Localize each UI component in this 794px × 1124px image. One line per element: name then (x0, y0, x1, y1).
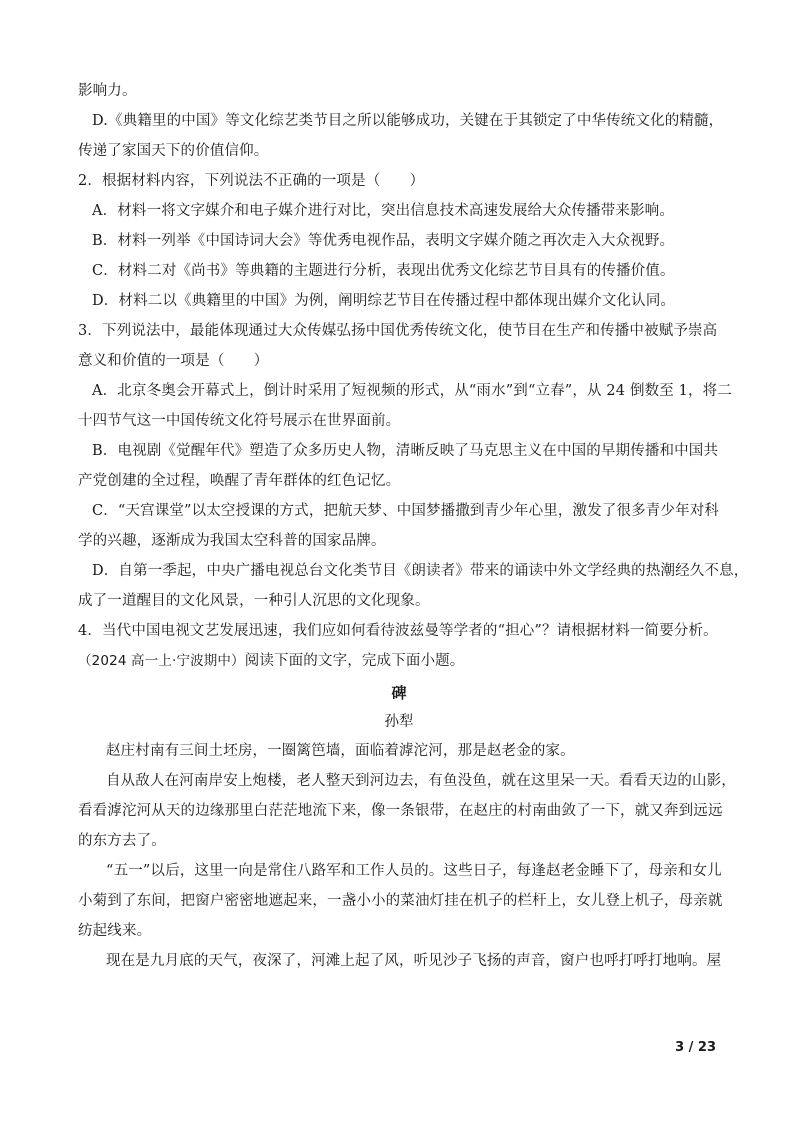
paragraph-1: 赵庄村南有三间土坯房，一圈篱笆墙，面临着滹沱河，那是赵老金的家。 (106, 743, 575, 759)
paragraph-4: 现在是九月底的天气，夜深了，河滩上起了风，听见沙子飞扬的声音，窗户也呼打呼打地响。屋 (106, 953, 722, 969)
question-3-option-b: 产党创建的全过程，唤醒了青年群体的红色记忆。 (78, 473, 401, 489)
paragraph-3: 小菊到了东间，把窗户密密地遮起来，一盏小小的菜油灯挂在机子的栏杆上，女儿登上机子，母亲就 (78, 893, 723, 909)
option-d-line: 传递了家国天下的价值信仰。 (78, 143, 269, 159)
text-line: 影响力。 (78, 83, 137, 99)
question-3-option-c: C．“天宫课堂”以太空授课的方式，把航天梦、中国梦播撒到青少年心里，激发了很多青少年对科 (92, 503, 720, 519)
question-3-option-d: 成了一道醒目的文化风景，一种引人沉思的文化现象。 (78, 593, 430, 609)
question-3-stem: 意义和价值的一项是（ ） (78, 353, 269, 369)
paragraph-3: 纺起线来。 (78, 923, 152, 939)
question-4-stem: 4．当代中国电视文艺发展迅速，我们应如何看待波兹曼等学者的“担心”？请根据材料一简要分析。 (78, 623, 718, 639)
page-content (78, 76, 749, 976)
paragraph-3: “五一”以后，这里一向是常住八路军和工作人员的。这些日子，每逢赵老金睡下了，母亲和女儿 (106, 863, 722, 879)
question-3-option-d: D．自第一季起，中央广播电视总台文化类节目《朗读者》带来的诵读中外文学经典的热潮经久不息， (92, 563, 749, 579)
reading-instruction: 阅读下面的文字，完成下面小题。 (244, 653, 465, 669)
question-3-stem: 3．下列说法中，最能体现通过大众传媒弘扬中国优秀传统文化，使节目在生产和传播中被赋予崇高 (78, 323, 718, 339)
question-2-option-a: A．材料一将文字媒介和电子媒介进行对比，突出信息技术高速发展给大众传播带来影响。 (92, 203, 674, 219)
question-2-stem: 2．根据材料内容，下列说法不正确的一项是（ ） (78, 173, 425, 189)
reading-intro (78, 646, 720, 676)
essay-title: 碑 (391, 684, 407, 702)
question-3-option-b: B．电视剧《觉醒年代》塑造了众多历史人物，清晰反映了马克思主义在中国的早期传播和中国共 (92, 443, 719, 459)
essay-author: 孙犁 (384, 714, 414, 730)
paragraph-2: 看看滹沱河从天的边缘那里白茫茫地流下来，像一条银带，在赵庄的村南曲敛了一下，就又奔到远远 (78, 803, 723, 819)
question-3-option-a: 十四节气这一中国传统文化符号展示在世界面前。 (78, 413, 401, 429)
paragraph-2: 的东方去了。 (78, 833, 166, 849)
question-2-option-d: D．材料二以《典籍里的中国》为例，阐明综艺节目在传播过程中都体现出媒介文化认同。 (92, 293, 676, 309)
option-d-line: D.《典籍里的中国》等文化综艺类节目之所以能够成功，关键在于其锁定了中华传统文化的精髓， (92, 113, 724, 129)
question-3-option-c: 学的兴趣，逐渐成为我国太空科普的国家品牌。 (78, 533, 386, 549)
reading-source: （2024 高一上·宁波期中） (78, 653, 245, 669)
question-3-option-a: A．北京冬奥会开幕式上，倒计时采用了短视频的形式，从“雨水”到“立春”，从 24 倒数至 1，将二 (92, 383, 732, 399)
paragraph-2: 自从敌人在河南岸安上炮楼，老人整天到河边去，有鱼没鱼，就在这里呆一天。看看天边的山影， (106, 773, 736, 789)
question-2-option-b: B．材料一列举《中国诗词大会》等优秀电视作品，表明文字媒介随之再次走入大众视野。 (92, 233, 675, 249)
page-number: 3 / 23 (675, 1040, 716, 1055)
question-2-option-c: C．材料二对《尚书》等典籍的主题进行分析，表现出优秀文化综艺节目具有的传播价值。 (92, 263, 675, 279)
